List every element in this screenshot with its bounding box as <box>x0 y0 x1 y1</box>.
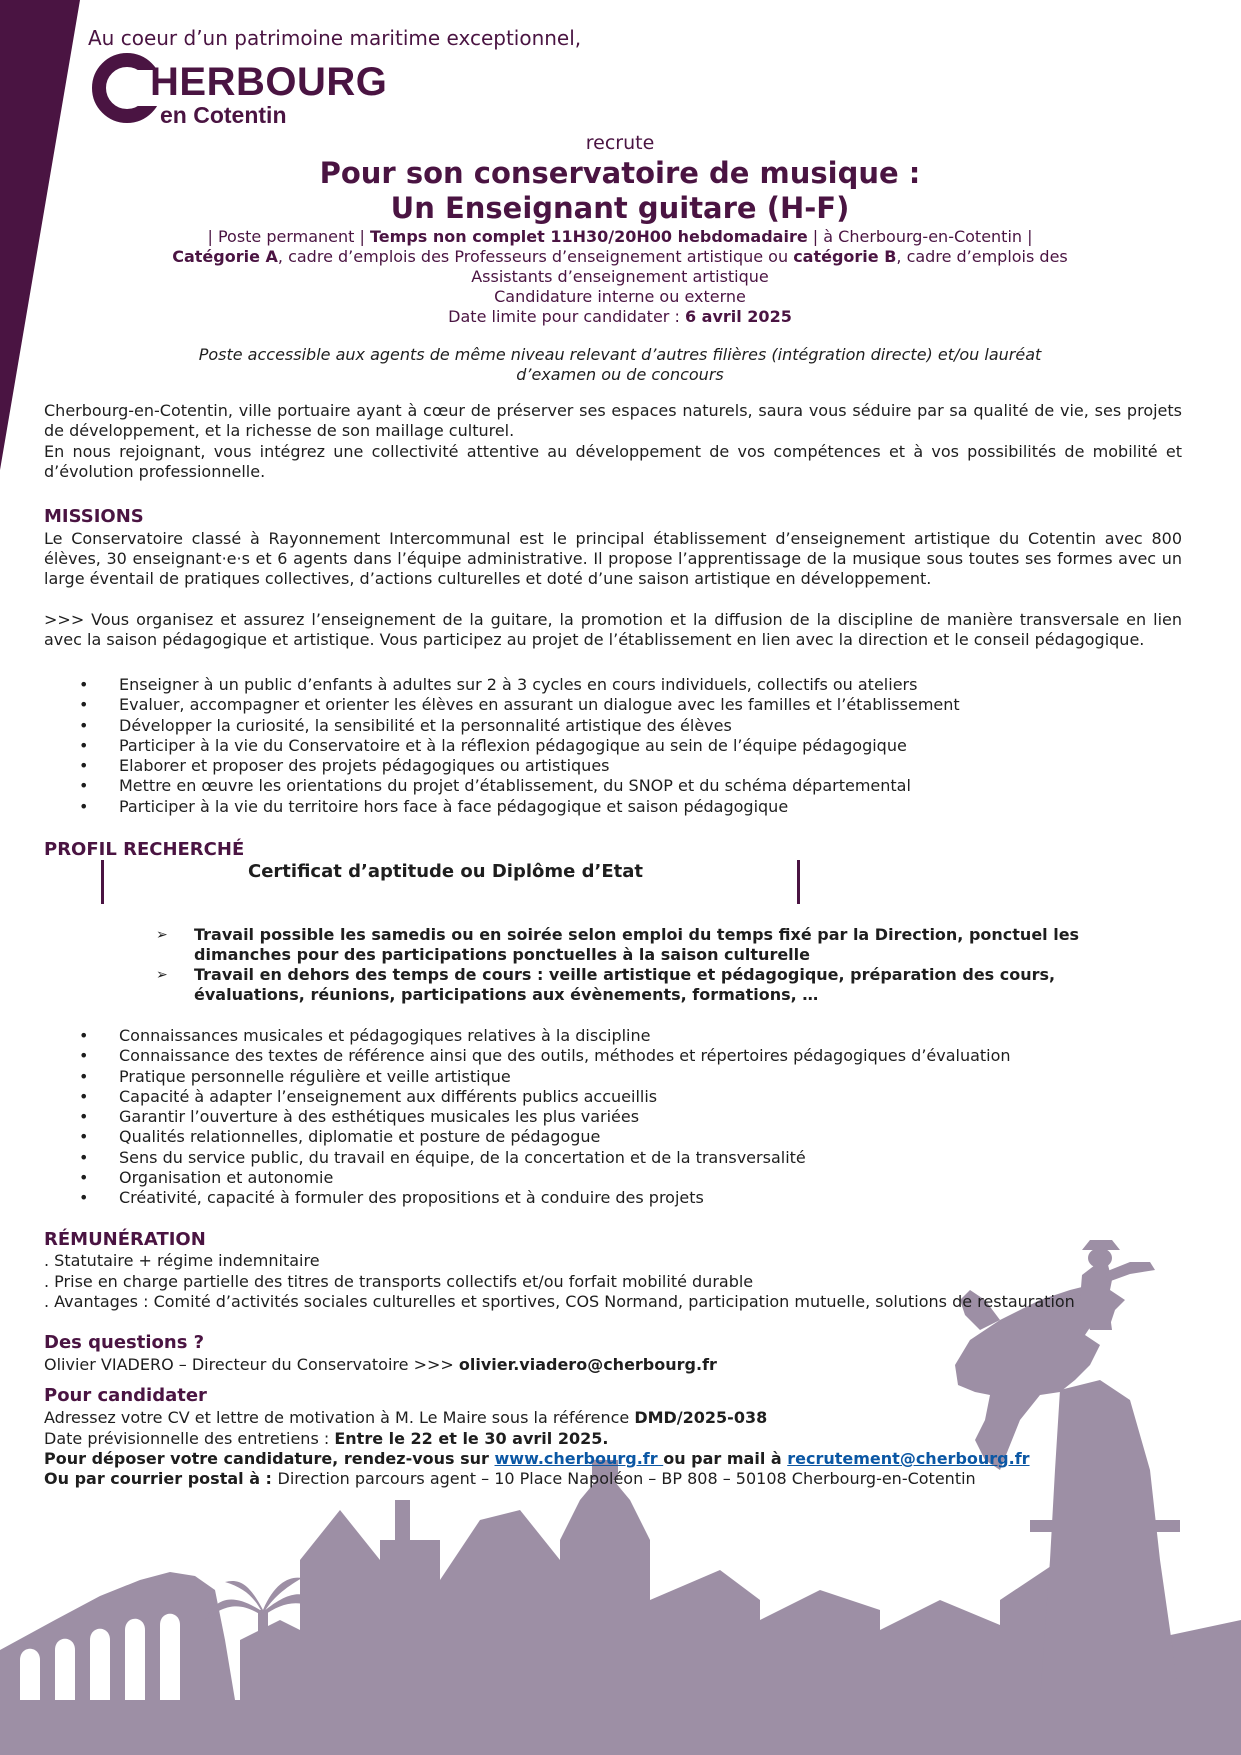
intro-paragraph-1: Cherbourg-en-Cotentin, ville portuaire ayant à cœur de préserver ses espaces naturels, saura vous séduire par sa qualité de vie, ses projets de développement, et la richesse de son maillage culturel. <box>44 401 1182 440</box>
contact-email[interactable]: olivier.viadero@cherbourg.fr <box>458 1355 717 1374</box>
missions-list <box>44 675 960 817</box>
interview-dates: Entre le 22 et le 30 avril 2025. <box>334 1429 609 1448</box>
category-a: Catégorie A <box>172 247 278 266</box>
candidater-line-2 <box>44 1429 608 1449</box>
post-hours: Temps non complet 11H30/20H00 hebdomadaire <box>370 227 808 246</box>
remuneration-line: . Avantages : Comité d’activités sociales culturelles et sportives, COS Normand, participation mutuelle, solutions de restauration <box>44 1292 1075 1311</box>
remuneration-line: . Prise en charge partielle des titres de transports collectifs et/ou forfait mobilité durable <box>44 1272 754 1291</box>
arrow-bullet-icon: ➢ <box>156 927 168 943</box>
candidater-text: Adressez votre CV et lettre de motivation à M. Le Maire sous la référence <box>44 1408 635 1427</box>
category-b: catégorie B <box>793 247 897 266</box>
reference-code: DMD/2025-038 <box>634 1408 768 1427</box>
missions-heading: MISSIONS <box>44 506 144 527</box>
title-line-2: Un Enseignant guitare (H-F) <box>390 191 850 225</box>
list-item: • Qualités relationnelles, diplomatie et posture de pédagogue <box>44 1127 1011 1147</box>
list-item: • Enseigner à un public d’enfants à adultes sur 2 à 3 cycles en cours individuels, collectifs ou ateliers <box>44 675 960 695</box>
candidater-line-1 <box>44 1408 767 1428</box>
profil-bar-right <box>797 860 800 904</box>
candidater-line-3 <box>44 1449 1030 1469</box>
deadline-label: Date limite pour candidater : <box>448 307 685 326</box>
arrow-bullet-icon: ➢ <box>156 967 168 983</box>
list-item: • Pratique personnelle régulière et veille artistique <box>44 1067 1011 1087</box>
diploma-requirement: Certificat d’aptitude ou Diplôme d’Etat <box>248 861 643 882</box>
candidater-heading: Pour candidater <box>44 1385 207 1406</box>
apply-or-mail: ou par mail à <box>663 1449 788 1468</box>
recruitment-email-link[interactable]: recrutement@cherbourg.fr <box>787 1449 1030 1468</box>
list-item: • Capacité à adapter l’enseignement aux différents publics accueillis <box>44 1087 1011 1107</box>
access-note-2: d’examen ou de concours <box>516 365 724 384</box>
profil-heading: PROFIL RECHERCHÉ <box>44 839 245 860</box>
city-silhouette <box>0 1240 1241 1755</box>
list-item: • Connaissances musicales et pédagogiques relatives à la discipline <box>44 1026 1011 1046</box>
missions-paragraph-1: Le Conservatoire classé à Rayonnement Intercommunal est le principal établissement d’enseignement artistique du Cotentin avec 800 élèves, 30 enseignant·e·s et 6 agents dans l’équipe administrative. Il propose l’apprentissage de la musique sous toutes ses formes avec un large éventail de pratiques collectives, d’actions culturelles et doté d’une saison artistique en développement. <box>44 529 1182 588</box>
remuneration-line: . Statutaire + régime indemnitaire <box>44 1251 320 1270</box>
side-band <box>0 0 80 470</box>
missions-paragraph-2: >>> Vous organisez et assurez l’enseignement de la guitare, la promotion et la diffusion de la discipline de manière transversale en lien avec la saison pédagogique et artistique. Vous participez au projet de l’établissement en lien avec la direction et le conseil pédagogique. <box>44 610 1182 649</box>
website-link[interactable]: www.cherbourg.fr <box>494 1449 664 1468</box>
questions-contact <box>44 1355 717 1375</box>
access-note-1: Poste accessible aux agents de même niveau relevant d’autres filières (intégration directe) et/ou lauréat <box>198 345 1042 364</box>
list-item: ➢ Travail possible les samedis ou en soirée selon emploi du temps fixé par la Direction, ponctuel les dimanches pour des participations ponctuelles à la saison culturelle <box>156 925 1080 964</box>
list-item: • Organisation et autonomie <box>44 1168 1011 1188</box>
list-item: • Connaissance des textes de référence ainsi que des outils, méthodes et répertoires pédagogiques d’évaluation <box>44 1046 1011 1066</box>
postal-label: Ou par courrier postal à : <box>44 1469 278 1488</box>
conditions-list <box>156 925 1096 1005</box>
title-line-1: Pour son conservatoire de musique : <box>319 156 921 190</box>
list-item: ➢ Travail en dehors des temps de cours : veille artistique et pédagogique, préparation des cours, évaluations, réunions, participations aux évènements, formations, … <box>156 965 1056 1004</box>
remuneration-heading: RÉMUNÉRATION <box>44 1229 206 1250</box>
interview-label: Date prévisionnelle des entretiens : <box>44 1429 335 1448</box>
post-info-line <box>130 227 1110 247</box>
contact-name: Olivier VIADERO – Directeur du Conservatoire >>> <box>44 1355 459 1374</box>
list-item: • Participer à la vie du territoire hors face à face pédagogique et saison pédagogique <box>44 797 960 817</box>
candidature-type: Candidature interne ou externe <box>494 287 746 306</box>
logo-subtitle: en Cotentin <box>160 102 287 128</box>
post-location: | à Cherbourg-en-Cotentin | <box>807 227 1033 246</box>
questions-heading: Des questions ? <box>44 1332 205 1353</box>
list-item: • Participer à la vie du Conservatoire et à la réflexion pédagogique au sein de l’équipe pédagogique <box>44 736 960 756</box>
list-item: • Garantir l’ouverture à des esthétiques musicales les plus variées <box>44 1107 1011 1127</box>
candidater-line-4 <box>44 1469 976 1489</box>
list-item: • Développer la curiosité, la sensibilité et la personnalité artistique des élèves <box>44 716 960 736</box>
logo-cherbourg: HERBOURG <box>150 60 388 104</box>
apply-text: Pour déposer votre candidature, rendez-vous sur <box>44 1449 495 1468</box>
tagline: Au coeur d’un patrimoine maritime exceptionnel, <box>88 26 582 50</box>
postal-address: Direction parcours agent – 10 Place Napoléon – BP 808 – 50108 Cherbourg-en-Cotentin <box>277 1469 976 1488</box>
category-a-desc: , cadre d’emplois des Professeurs d’enseignement artistique ou <box>277 247 794 266</box>
profil-list <box>44 1026 1011 1209</box>
intro-paragraph-2: En nous rejoignant, vous intégrez une collectivité attentive au développement de vos compétences et à vos possibilités de mobilité et d’évolution professionnelle. <box>44 442 1182 481</box>
list-item: • Créativité, capacité à formuler des propositions et à conduire des projets <box>44 1188 1011 1208</box>
deadline-line <box>130 307 1110 327</box>
category-line-2: Assistants d’enseignement artistique <box>471 267 769 286</box>
list-item: • Elaborer et proposer des projets pédagogiques ou artistiques <box>44 756 960 776</box>
list-item: • Mettre en œuvre les orientations du projet d’établissement, du SNOP et du schéma départemental <box>44 776 960 796</box>
post-type: | Poste permanent | <box>207 227 370 246</box>
category-line <box>130 247 1110 267</box>
list-item: • Sens du service public, du travail en équipe, de la concertation et de la transversalité <box>44 1148 1011 1168</box>
deadline-date: 6 avril 2025 <box>684 307 792 326</box>
list-item: • Evaluer, accompagner et orienter les élèves en assurant un dialogue avec les familles et l’établissement <box>44 695 960 715</box>
recrute-label: recrute <box>585 132 655 154</box>
category-b-desc: , cadre d’emplois des <box>896 247 1068 266</box>
